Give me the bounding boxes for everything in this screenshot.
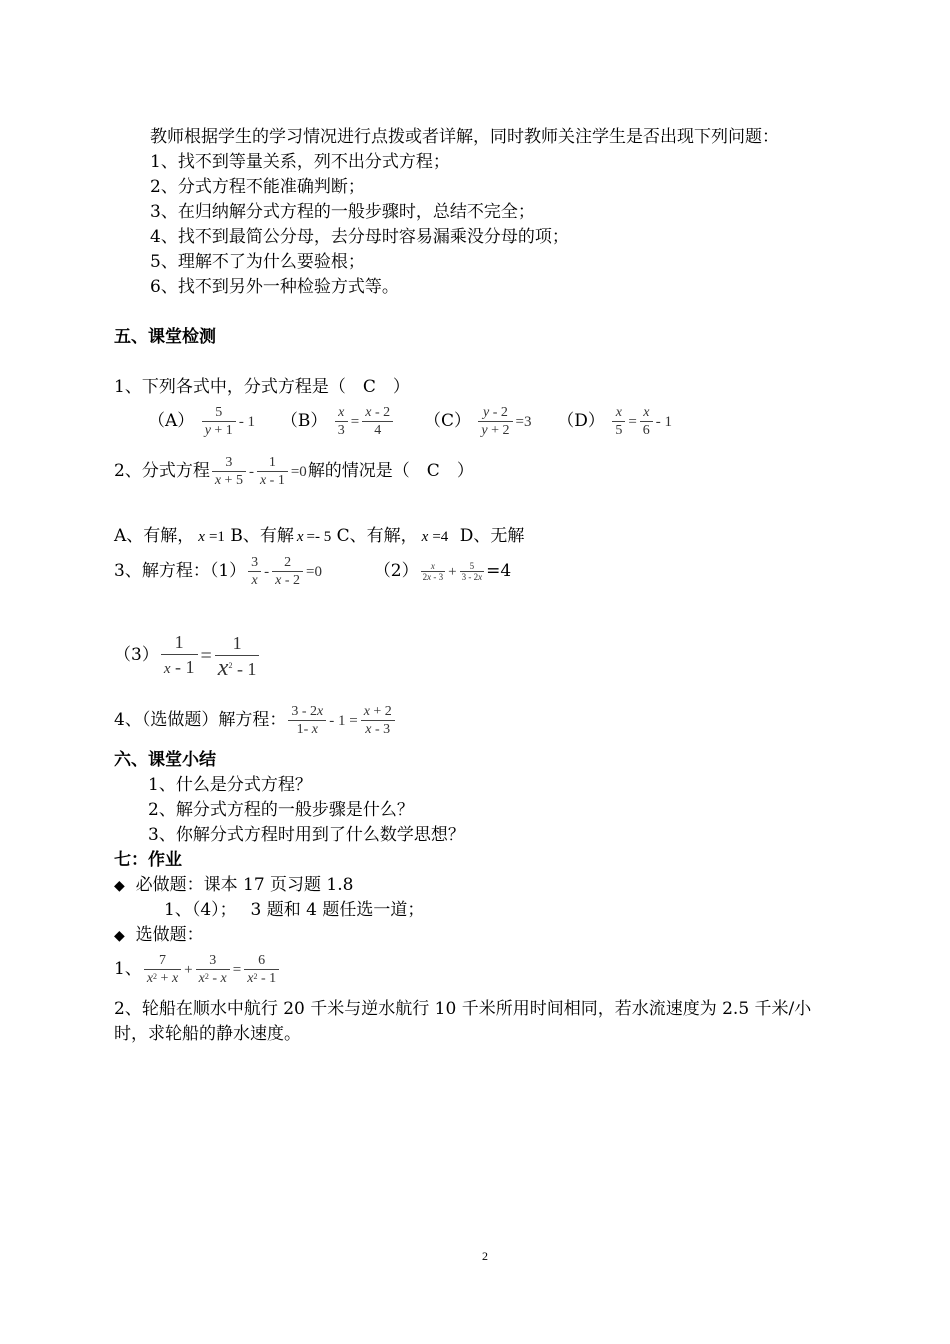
question-4: 4、（选做题）解方程： $\frac{3 - 2x}{1- x}$ - 1 = $\frac{x + 2}{x - 3}$ — [114, 698, 397, 743]
fraction: $\frac{x}{3}$ — [335, 404, 348, 439]
question-3: 3、解方程：（1） $\frac{3}{x}$ - $\frac{2}{x - 2}$ =0 （2） $\frac{x}{2x - 3}$ + $\frac{5}{3 - 2x}$ =4 — [114, 555, 512, 588]
issue-3: 3、在归纳解分式方程的一般步骤时，总结不完全； — [150, 202, 535, 222]
issue-5: 5、理解不了为什么要验根； — [150, 252, 365, 272]
fraction: $\frac{7}{x^2 + x}$ — [144, 952, 181, 987]
option-b-label: （B） — [280, 411, 328, 431]
question-3-part-3: （3） $\frac{1}{x - 1}$ = $\frac{1}{x^2 - 1}$ — [114, 630, 261, 681]
teacher-note: 教师根据学生的学习情况进行点拨或者详解，同时教师关注学生是否出现下列问题： — [150, 127, 779, 147]
diamond-bullet-icon: ◆ — [114, 928, 125, 944]
fraction: $\frac{1}{x - 1}$ — [161, 630, 198, 681]
option-c-label: （C） — [423, 411, 471, 431]
fraction: $\frac{3}{x + 5}$ — [212, 454, 246, 489]
fraction: $\frac{x}{5}$ — [612, 404, 625, 439]
fraction: $\frac{x}{2x - 3}$ — [422, 561, 444, 582]
issue-1: 1、找不到等量关系，列不出分式方程； — [150, 152, 450, 172]
fraction: $\frac{3 - 2x}{1- x}$ — [288, 703, 326, 738]
option-d-label: （D） — [557, 411, 605, 431]
optional-problem-2-line-1: 2、轮船在顺水中航行 20 千米与逆水航行 10 千米所用时间相同，若水流速度为 2.5 千米/小 — [114, 999, 812, 1019]
fraction: $\frac{5}{y + 1}$ — [202, 404, 236, 439]
homework-required: ◆ 必做题：课本 17 页习题 1.8 — [114, 875, 354, 895]
fraction: $\frac{3}{x^2 - x}$ — [196, 952, 230, 987]
section-6-heading: 六、课堂小结 — [114, 750, 216, 770]
fraction: $\frac{x - 2}{4}$ — [362, 404, 393, 439]
page-number: 2 — [482, 1249, 488, 1263]
issue-4: 4、找不到最简公分母，去分母时容易漏乘没分母的项； — [150, 227, 569, 247]
issue-2: 2、分式方程不能准确判断； — [150, 177, 365, 197]
summary-item-2: 2、解分式方程的一般步骤是什么？ — [148, 800, 414, 820]
homework-required-detail: 1、（4）； 3 题和 4 题任选一道； — [164, 900, 425, 920]
question-1: 1、下列各式中，分式方程是（ C ） — [114, 377, 410, 397]
issue-6: 6、找不到另外一种检验方式等。 — [150, 277, 399, 297]
homework-optional: ◆ 选做题： — [114, 925, 204, 945]
section-5-heading: 五、课堂检测 — [114, 327, 216, 347]
summary-item-3: 3、你解分式方程时用到了什么数学思想？ — [148, 825, 465, 845]
summary-item-1: 1、什么是分式方程？ — [148, 775, 312, 795]
fraction: $\frac{y - 2}{y + 2}$ — [478, 404, 512, 439]
option-a-label: （A） — [148, 411, 195, 431]
diamond-bullet-icon: ◆ — [114, 878, 125, 894]
optional-problem-2-line-2: 时，求轮船的静水速度。 — [114, 1024, 301, 1044]
fraction: $\frac{3}{x}$ — [248, 554, 261, 589]
fraction: $\frac{x + 2}{x - 3}$ — [361, 703, 395, 738]
fraction: $\frac{1}{x - 1}$ — [257, 454, 288, 489]
fraction: $\frac{6}{x^2 - 1}$ — [244, 952, 279, 987]
question-2-choices: A、有解， x =1 B、有解 x =- 5 C、有解， x =4 D、无解 — [114, 526, 525, 546]
fraction: $\frac{x}{6}$ — [640, 404, 653, 439]
optional-problem-1: 1、 $\frac{7}{x^2 + x}$ + $\frac{3}{x^2 - x}$ = $\frac{6}{x^2 - 1}$ — [114, 948, 281, 991]
section-7-heading: 七：作业 — [114, 850, 182, 870]
fraction: $\frac{5}{3 - 2x}$ — [461, 561, 483, 582]
question-1-options: （A） $\frac{5}{y + 1}$ - 1 （B） $\frac{x}{3}$ = $\frac{x - 2}{4}$ （C） $\frac{y - 2}{y + 2}$ =3 （D） $\frac{x}{5}$ = $\frac{x}{6}$ - 1 — [148, 405, 673, 438]
question-2: 2、分式方程 $\frac{3}{x + 5}$ - $\frac{1}{x - 1}$ =0解的情况是（ C ） — [114, 455, 474, 488]
fraction: $\frac{1}{x^2 - 1}$ — [215, 631, 260, 681]
fraction: $\frac{2}{x - 2}$ — [272, 554, 303, 589]
